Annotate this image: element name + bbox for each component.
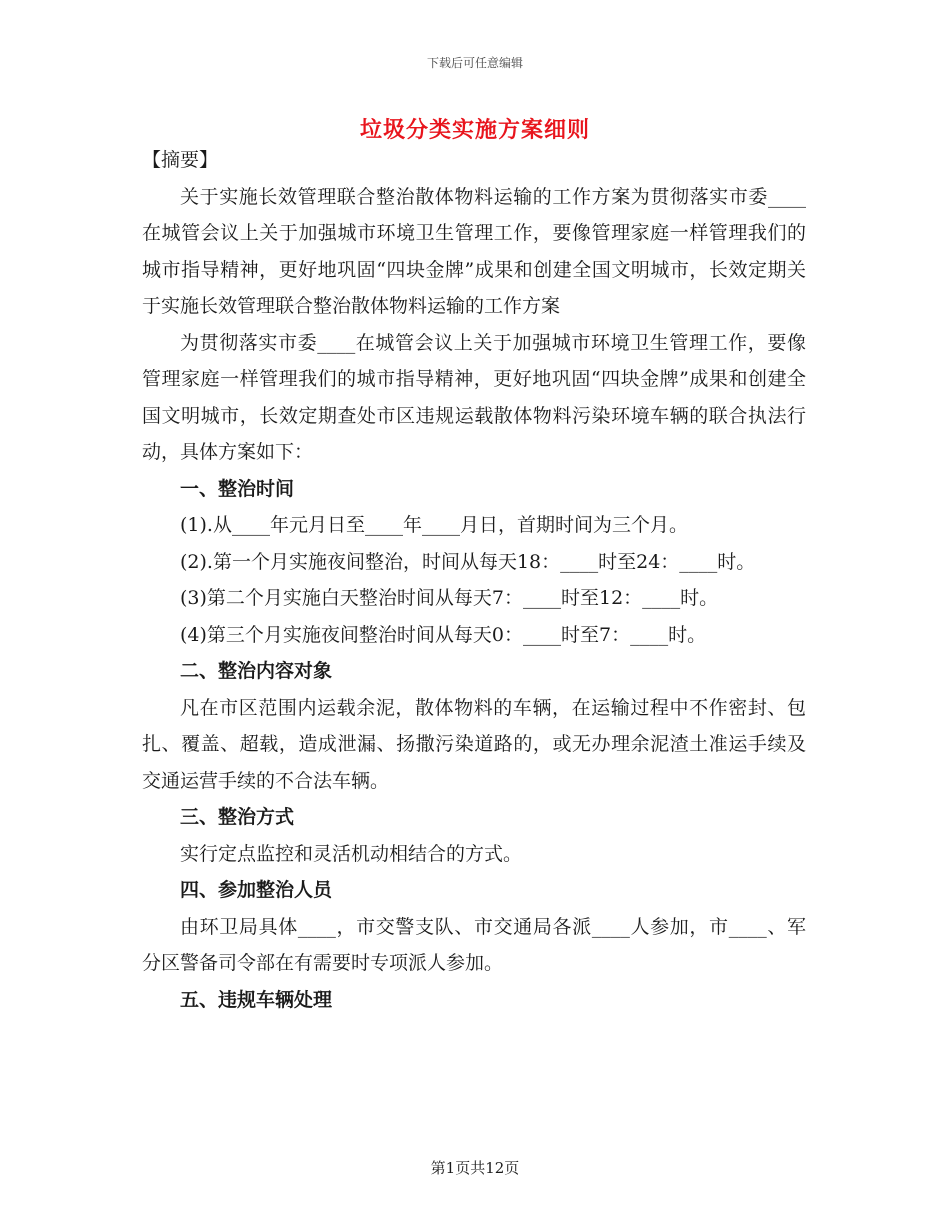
section-heading-violations: 五、违规车辆处理 xyxy=(180,988,333,1011)
time-item-3: (3)第二个月实施白天整治时间从每天7：____时至12：____时。 xyxy=(180,587,719,609)
summary-label: 【摘要】 xyxy=(142,149,219,171)
section-heading-method: 三、整治方式 xyxy=(180,806,295,828)
section-heading-personnel: 四、参加整治人员 xyxy=(180,879,333,901)
section-heading-time: 一、整治时间 xyxy=(180,477,295,500)
document-title: 垃圾分类实施方案细则 xyxy=(359,117,590,143)
time-item-2: (2).第一个月实施夜间整治，时间从每天18：____时至24：____时。 xyxy=(180,550,756,573)
paragraph-plan: 为贯彻落实市委____在城管会议上关于加强城市环境卫生管理工作，要像管理家庭一样管理我们的城市指导精神，更好地巩固“四块金牌”成果和创建全国文明城市，长效定期查处市区违规运载散体物料污染环境车辆的联合执法行动，具体方案如下： xyxy=(142,331,806,463)
section-text-targets: 凡在市区范围内运载余泥，散体物料的车辆，在运输过程中不作密封、包扎、覆盖、超载，造成泄漏、扬撒污染道路的，或无办理余泥渣土准运手续及交通运营手续的不合法车辆。 xyxy=(142,696,806,792)
section-heading-targets: 二、整治内容对象 xyxy=(180,660,333,682)
paragraph-intro: 关于实施长效管理联合整治散体物料运输的工作方案为贯彻落实市委____在城管会议上关于加强城市环境卫生管理工作，要像管理家庭一样管理我们的城市指导精神，更好地巩固“四块金牌”成果和创建全国文明城市，长效定期关于实施长效管理联合整治散体物料运输的工作方案 xyxy=(142,185,806,317)
header-note: 下载后可任意编辑 xyxy=(426,56,523,70)
section-text-method: 实行定点监控和灵活机动相结合的方式。 xyxy=(180,842,523,865)
time-item-1: (1).从____年元月日至____年____月日，首期时间为三个月。 xyxy=(180,514,688,536)
section-text-personnel: 由环卫局具体____，市交警支队、市交通局各派____人参加，市____、军分区警备司令部在有需要时专项派人参加。 xyxy=(142,915,806,974)
document-body xyxy=(142,142,806,1018)
page-footer: 第1页共12页 xyxy=(430,1159,520,1177)
time-item-4: (4)第三个月实施夜间整治时间从每天0：____时至7：____时。 xyxy=(180,623,707,646)
